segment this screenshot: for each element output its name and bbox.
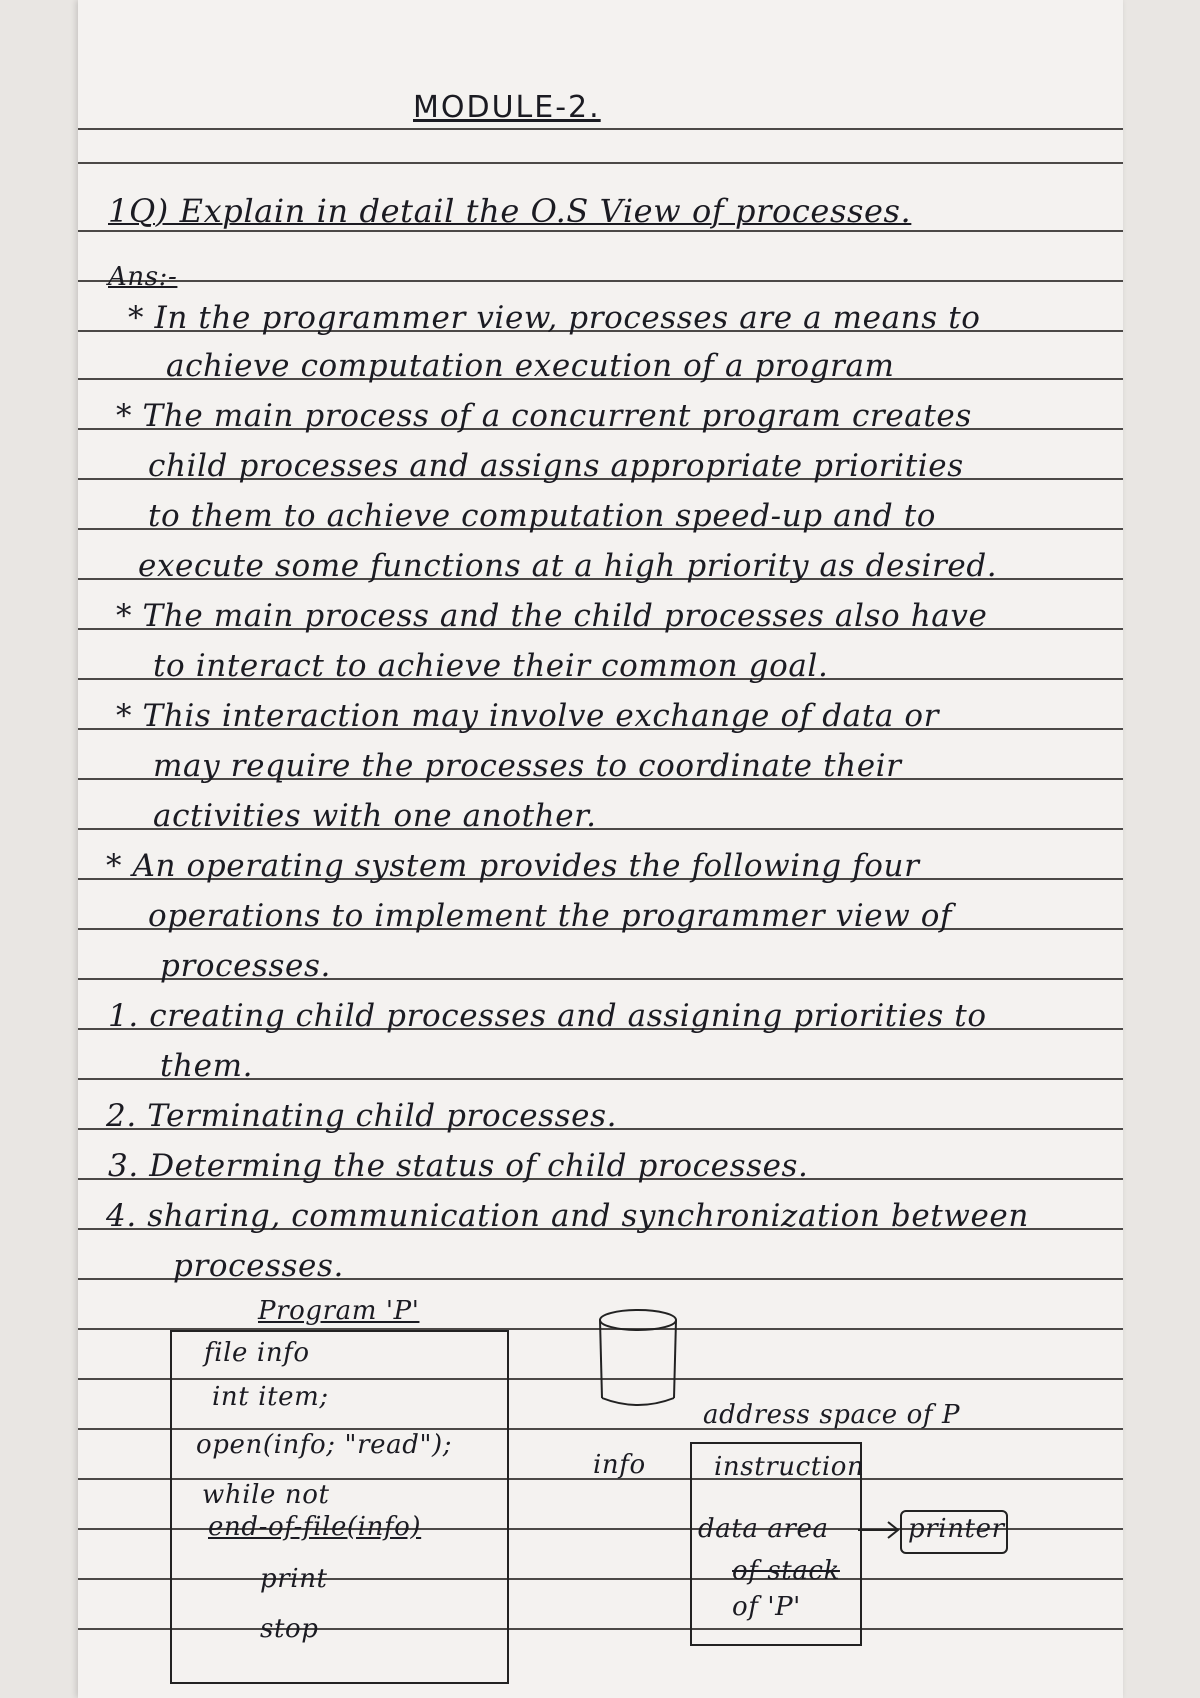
answer-line: child processes and assigns appropriate priorities [148, 448, 964, 484]
diagram-shapes [78, 0, 1123, 1698]
program-line: print [260, 1564, 328, 1594]
address-space-title: address space of P [703, 1400, 961, 1430]
address-line: of stack [732, 1556, 840, 1586]
notebook-page [78, 0, 1123, 1698]
answer-line: execute some functions at a high priority as desired. [138, 548, 998, 584]
program-title: Program 'P' [258, 1296, 420, 1326]
answer-line: * An operating system provides the following four [106, 848, 920, 884]
answer-line: * This interaction may involve exchange of data or [116, 698, 940, 734]
answer-line: may require the processes to coordinate their [153, 748, 902, 784]
answer-line: 4. sharing, communication and synchronization between [106, 1198, 1029, 1234]
answer-line: 2. Terminating child processes. [106, 1098, 618, 1134]
program-line: stop [260, 1614, 319, 1644]
page-title: MODULE-2. [413, 90, 601, 125]
answer-line: operations to implement the programmer view of [148, 898, 953, 934]
printer-box [900, 1510, 1008, 1554]
program-line: end-of-file(info) [208, 1512, 422, 1542]
address-line: of 'P' [732, 1592, 801, 1622]
answer-line: to them to achieve computation speed-up and to [148, 498, 937, 534]
answer-line: 1. creating child processes and assigning priorities to [108, 998, 987, 1034]
answer-line: to interact to achieve their common goal. [153, 648, 829, 684]
answer-label: Ans:- [108, 262, 178, 292]
question-text: 1Q) Explain in detail the O.S View of processes. [108, 192, 912, 230]
address-line: instruction [714, 1452, 865, 1482]
file-cylinder-icon [600, 1310, 676, 1405]
address-space-box [690, 1442, 865, 1646]
answer-line: activities with one another. [153, 798, 597, 834]
answer-line: 3. Determing the status of child processes. [108, 1148, 809, 1184]
answer-line: processes. [173, 1248, 344, 1284]
program-line: while not [202, 1480, 330, 1510]
answer-line: * In the programmer view, processes are a means to [128, 300, 981, 336]
answer-line: processes. [160, 948, 331, 984]
address-line: data area [698, 1514, 829, 1544]
printer-label: printer [908, 1514, 1005, 1544]
program-line: int item; [212, 1382, 329, 1412]
program-line: open(info; "read"); [196, 1430, 453, 1460]
answer-line: them. [160, 1048, 254, 1084]
arrow-icon [858, 1522, 898, 1538]
answer-line: achieve computation execution of a program [166, 348, 895, 384]
file-label: info [593, 1450, 646, 1480]
answer-line: * The main process of a concurrent program creates [116, 398, 972, 434]
answer-line: * The main process and the child processes also have [116, 598, 988, 634]
program-line: file info [204, 1338, 310, 1368]
